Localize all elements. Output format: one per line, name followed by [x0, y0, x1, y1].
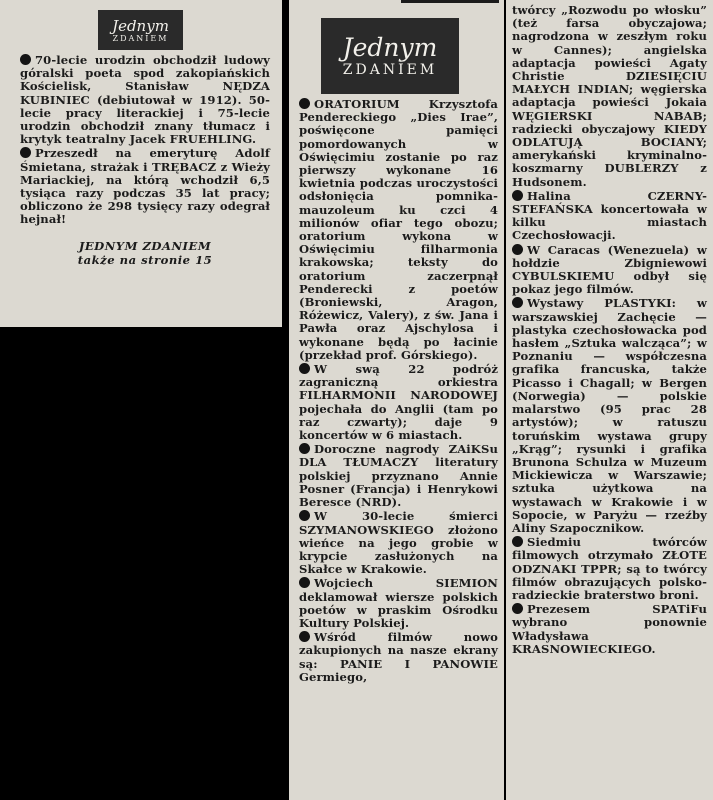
news-item-text: 70-lecie urodzin obchodził ludowy góralski poeta spod zakopiańskich Kościelisk, Stanisław NĘDZA KUBINIEC (debiutował w 1912). 50-lecie pracy literackiej i 75-lecie urodzin obchodził znany tłumacz i krytyk teatralny Jacek FRUEHLING. [20, 53, 270, 147]
middle-clipping [289, 0, 504, 800]
news-item-text: Halina CZERNY-STEFAŃSKA koncertowała w kilku miastach Czechosłowacji. [512, 188, 707, 243]
news-item-text: ORATORIUM Krzysztofa Pendereckiego „Dies Irae”, poświęcone pamięci pomordowanych w Oświęcimiu zostanie po raz pierwszy wykonane 16 kwietnia podczas uroczystości odsłonięcia pomnika-mauzoleum ku czci 4 milionów ofiar tego obozu; oratorium wykona w Oświęcimiu filharmonia krakowska; teksty do oratorium zaczerpnął Penderecki z poetów (Broniewski, Aragon, Różewicz, Valery), z św. Jana i Pawła oraz Ajschylosa i wykonane będą po łacinie (przekład prof. Górskiego). [299, 97, 498, 362]
bullet-dot-icon [512, 536, 523, 547]
news-item [512, 244, 707, 297]
news-item [512, 190, 707, 243]
news-item [299, 443, 498, 509]
news-item-text: Wojciech SIEMION deklamował wiersze polskich poetów w praskim Ośrodku Kultury Polskiej. [299, 576, 498, 630]
news-item [299, 631, 498, 684]
news-item-text: Wystawy PLASTYKI: w warszawskiej Zachęcie — plastyka czechosłowacka pod hasłem „Sztuka walcząca”; w Poznaniu — współczesna grafika francuska, także Picasso i Chagall; w Bergen (Norwegia) — polskie malarstwo (95 prac 28 artystów); w ratuszu toruńskim wystawa grupy „Krąg”; rysunki i grafika Brunona Schulza w Muzeum Mickiewicza w Warszawie; sztuka użytkowa na wystawach w Krakowie i w Sopocie, w Paryżu — rzeźby Aliny Szapocznikow. [512, 296, 707, 535]
news-item-text: W 30-lecie śmierci SZYMANOWSKIEGO złożono wieńce na jego grobie w krypcie zasłużonych na Skałce w Krakowie. [299, 509, 498, 577]
bullet-dot-icon [299, 577, 310, 588]
right-clipping [506, 0, 713, 800]
news-item-text: W swą 22 podróż zagraniczną orkiestra FILHARMONII NARODOWEJ pojechała do Anglii (tam po raz czwarty); daje 9 koncertów w 6 miastach. [299, 362, 498, 443]
bullet-dot-icon [299, 510, 310, 521]
continued-note-subtitle: także na stronie 15 [77, 252, 213, 267]
right-column [506, 0, 713, 800]
middle-column [289, 0, 504, 800]
news-item [299, 577, 498, 630]
left-column [0, 0, 282, 327]
news-item-text: Wśród filmów nowo zakupionych na nasze ekrany są: PANIE I PANOWIE Germiego, [299, 630, 498, 684]
bullet-dot-icon [512, 190, 523, 201]
logo-line1: Jednym [112, 16, 169, 35]
bullet-dot-icon [20, 54, 31, 65]
news-item [299, 363, 498, 442]
news-item-text: Prezesem SPATiFu wybrano ponownie Władysława KRASNOWIECKIEGO. [512, 602, 707, 656]
news-item [20, 54, 270, 146]
news-item-text: twórcy „Rozwodu po włosku” (też farsa obyczajowa; nagrodzona w zeszłym roku w Cannes); angielska adaptacja powieści Agaty Christie DZIESIĘCIU MAŁYCH INDIAN; węgierska adaptacja powieści Jokaia WĘGIERSKI NABAB; radziecki obyczajowy KIEDY ODLATUJĄ BOCIANY; amerykański kryminalno-koszmarny DUBLERZY z Hudsonem. [512, 3, 707, 189]
bullet-dot-icon [512, 603, 523, 614]
news-item-text: Doroczne nagrody ZAiKSu DLA TŁUMACZY literatury polskiej przyznano Annie Posner (Francja) i Henrykowi Beresce (NRD). [299, 442, 498, 510]
logo-line1: Jednym [342, 33, 438, 62]
news-item [20, 147, 270, 226]
news-item [299, 98, 498, 362]
bullet-dot-icon [299, 631, 310, 642]
bullet-dot-icon [299, 363, 310, 374]
bullet-dot-icon [20, 147, 31, 158]
news-item [299, 510, 498, 576]
news-item-text: W Caracas (Wenezuela) w hołdzie Zbigniewowi CYBULSKIEMU odbył się pokaz jego filmów. [512, 242, 707, 297]
logo-line2: ZDANIEM [112, 33, 169, 43]
continued-note-title: JEDNYM ZDANIEM [78, 238, 212, 253]
news-item [512, 603, 707, 656]
continued-note [20, 239, 270, 267]
logo-line2: ZDANIEM [342, 62, 438, 78]
left-clipping [0, 0, 282, 327]
bullet-dot-icon [299, 98, 310, 109]
bullet-dot-icon [512, 244, 523, 255]
bullet-dot-icon [512, 297, 523, 308]
news-item-text: Przeszedł na emeryturę Adolf Śmietana, strażak i TRĘBACZ z Wieży Mariackiej, na którą wchodził 6,5 tysiąca razy podczas 35 lat pracy; obliczono że 298 tysięcy razy odegrał hejnał! [20, 146, 270, 227]
news-item-continued [512, 4, 707, 189]
news-item-text: Siedmiu twórców filmowych otrzymało ZŁOTE ODZNAKI TPPR; są to twórcy filmów obrazujących polsko-radzieckie braterstwo broni. [512, 535, 707, 602]
news-item [512, 536, 707, 602]
bullet-dot-icon [299, 443, 310, 454]
news-item [512, 297, 707, 535]
